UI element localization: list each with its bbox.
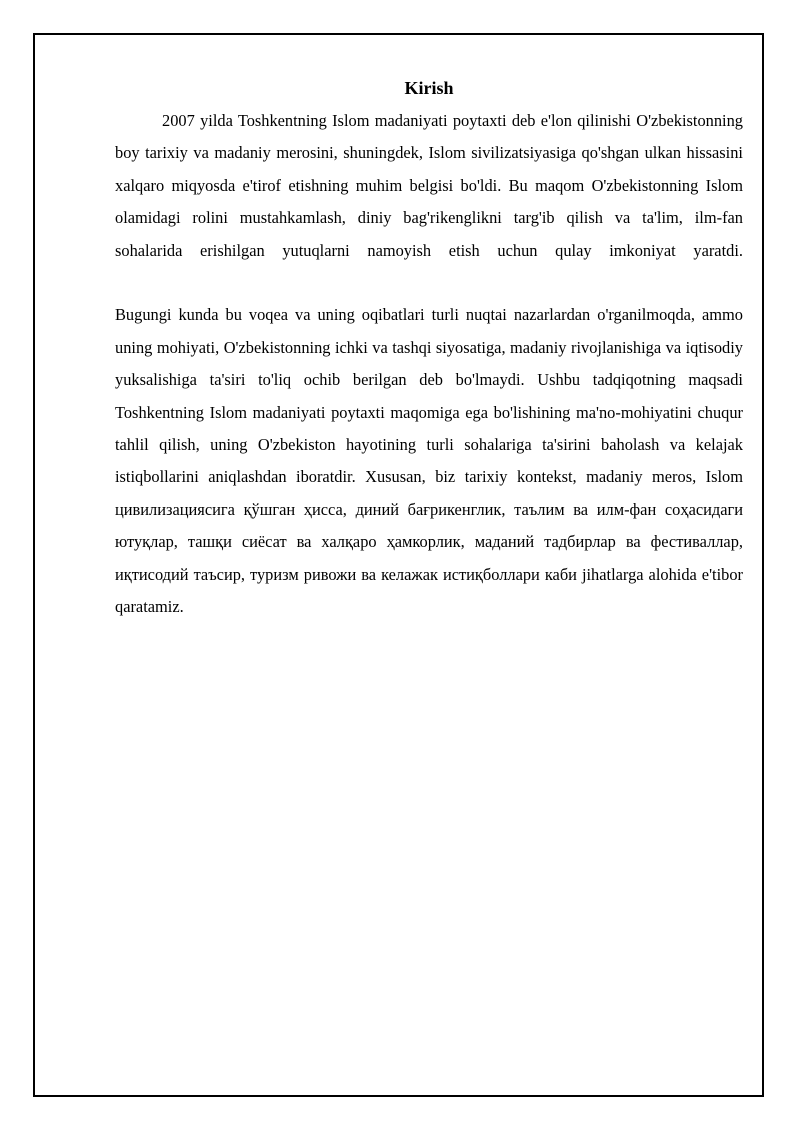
document-title: Kirish — [404, 78, 454, 98]
paragraph-1: 2007 yilda Toshkentning Islom madaniyati poytaxti deb e'lon qilinishi O'zbekistonning boy tarixiy va madaniy merosini, shuningdek, Islom sivilizatsiyasiga qo'shgan ulkan hissasini xalqaro miqyosda e'tirof etishning muhim belgisi bo'ldi. Bu maqom O'zbekistonning Islom olamidagi rolini mustahkamlash, diniy bag'rikenglikni targ'ib qilish va ta'lim, ilm-fan sohalarida erishilgan yutuqlarni namoyish etish uchun qulay imkoniyat yaratdi. — [115, 111, 743, 260]
paragraph-gap — [115, 267, 743, 299]
paragraph-2: Bugungi kunda bu voqea va uning oqibatlari turli nuqtai nazarlardan o'rganilmoqda, ammo uning mohiyati, O'zbekistonning ichki va tashqi siyosatiga, madaniy rivojlanishiga va iqtisodiy yuksalishiga ta'siri to'liq ochib berilgan deb bo'lmaydi. Ushbu tadqiqotning maqsadi Toshkentning Islom madaniyati poytaxti maqomiga ega bo'lishining ma'no-mohiyatini chuqur tahlil qilish, uning O'zbekiston hayotining turli sohalariga ta'sirini baholash va kelajak istiqbollarini aniqlashdan iboratdir. Xususan, biz tarixiy kontekst, madaniy meros, Islom цивилизациясига қўшган ҳисса, диний бағрикенглик, таълим ва илм-фан соҳасидаги ютуқлар, ташқи сиёсат ва халқаро ҳамкорлик, маданий тадбирлар ва фестиваллар, иқтисодий таъсир, туризм ривожи ва келажак истиқболлари каби jihatlarga alohida e'tibor qaratamiz. — [115, 305, 743, 617]
document-body — [115, 75, 743, 623]
